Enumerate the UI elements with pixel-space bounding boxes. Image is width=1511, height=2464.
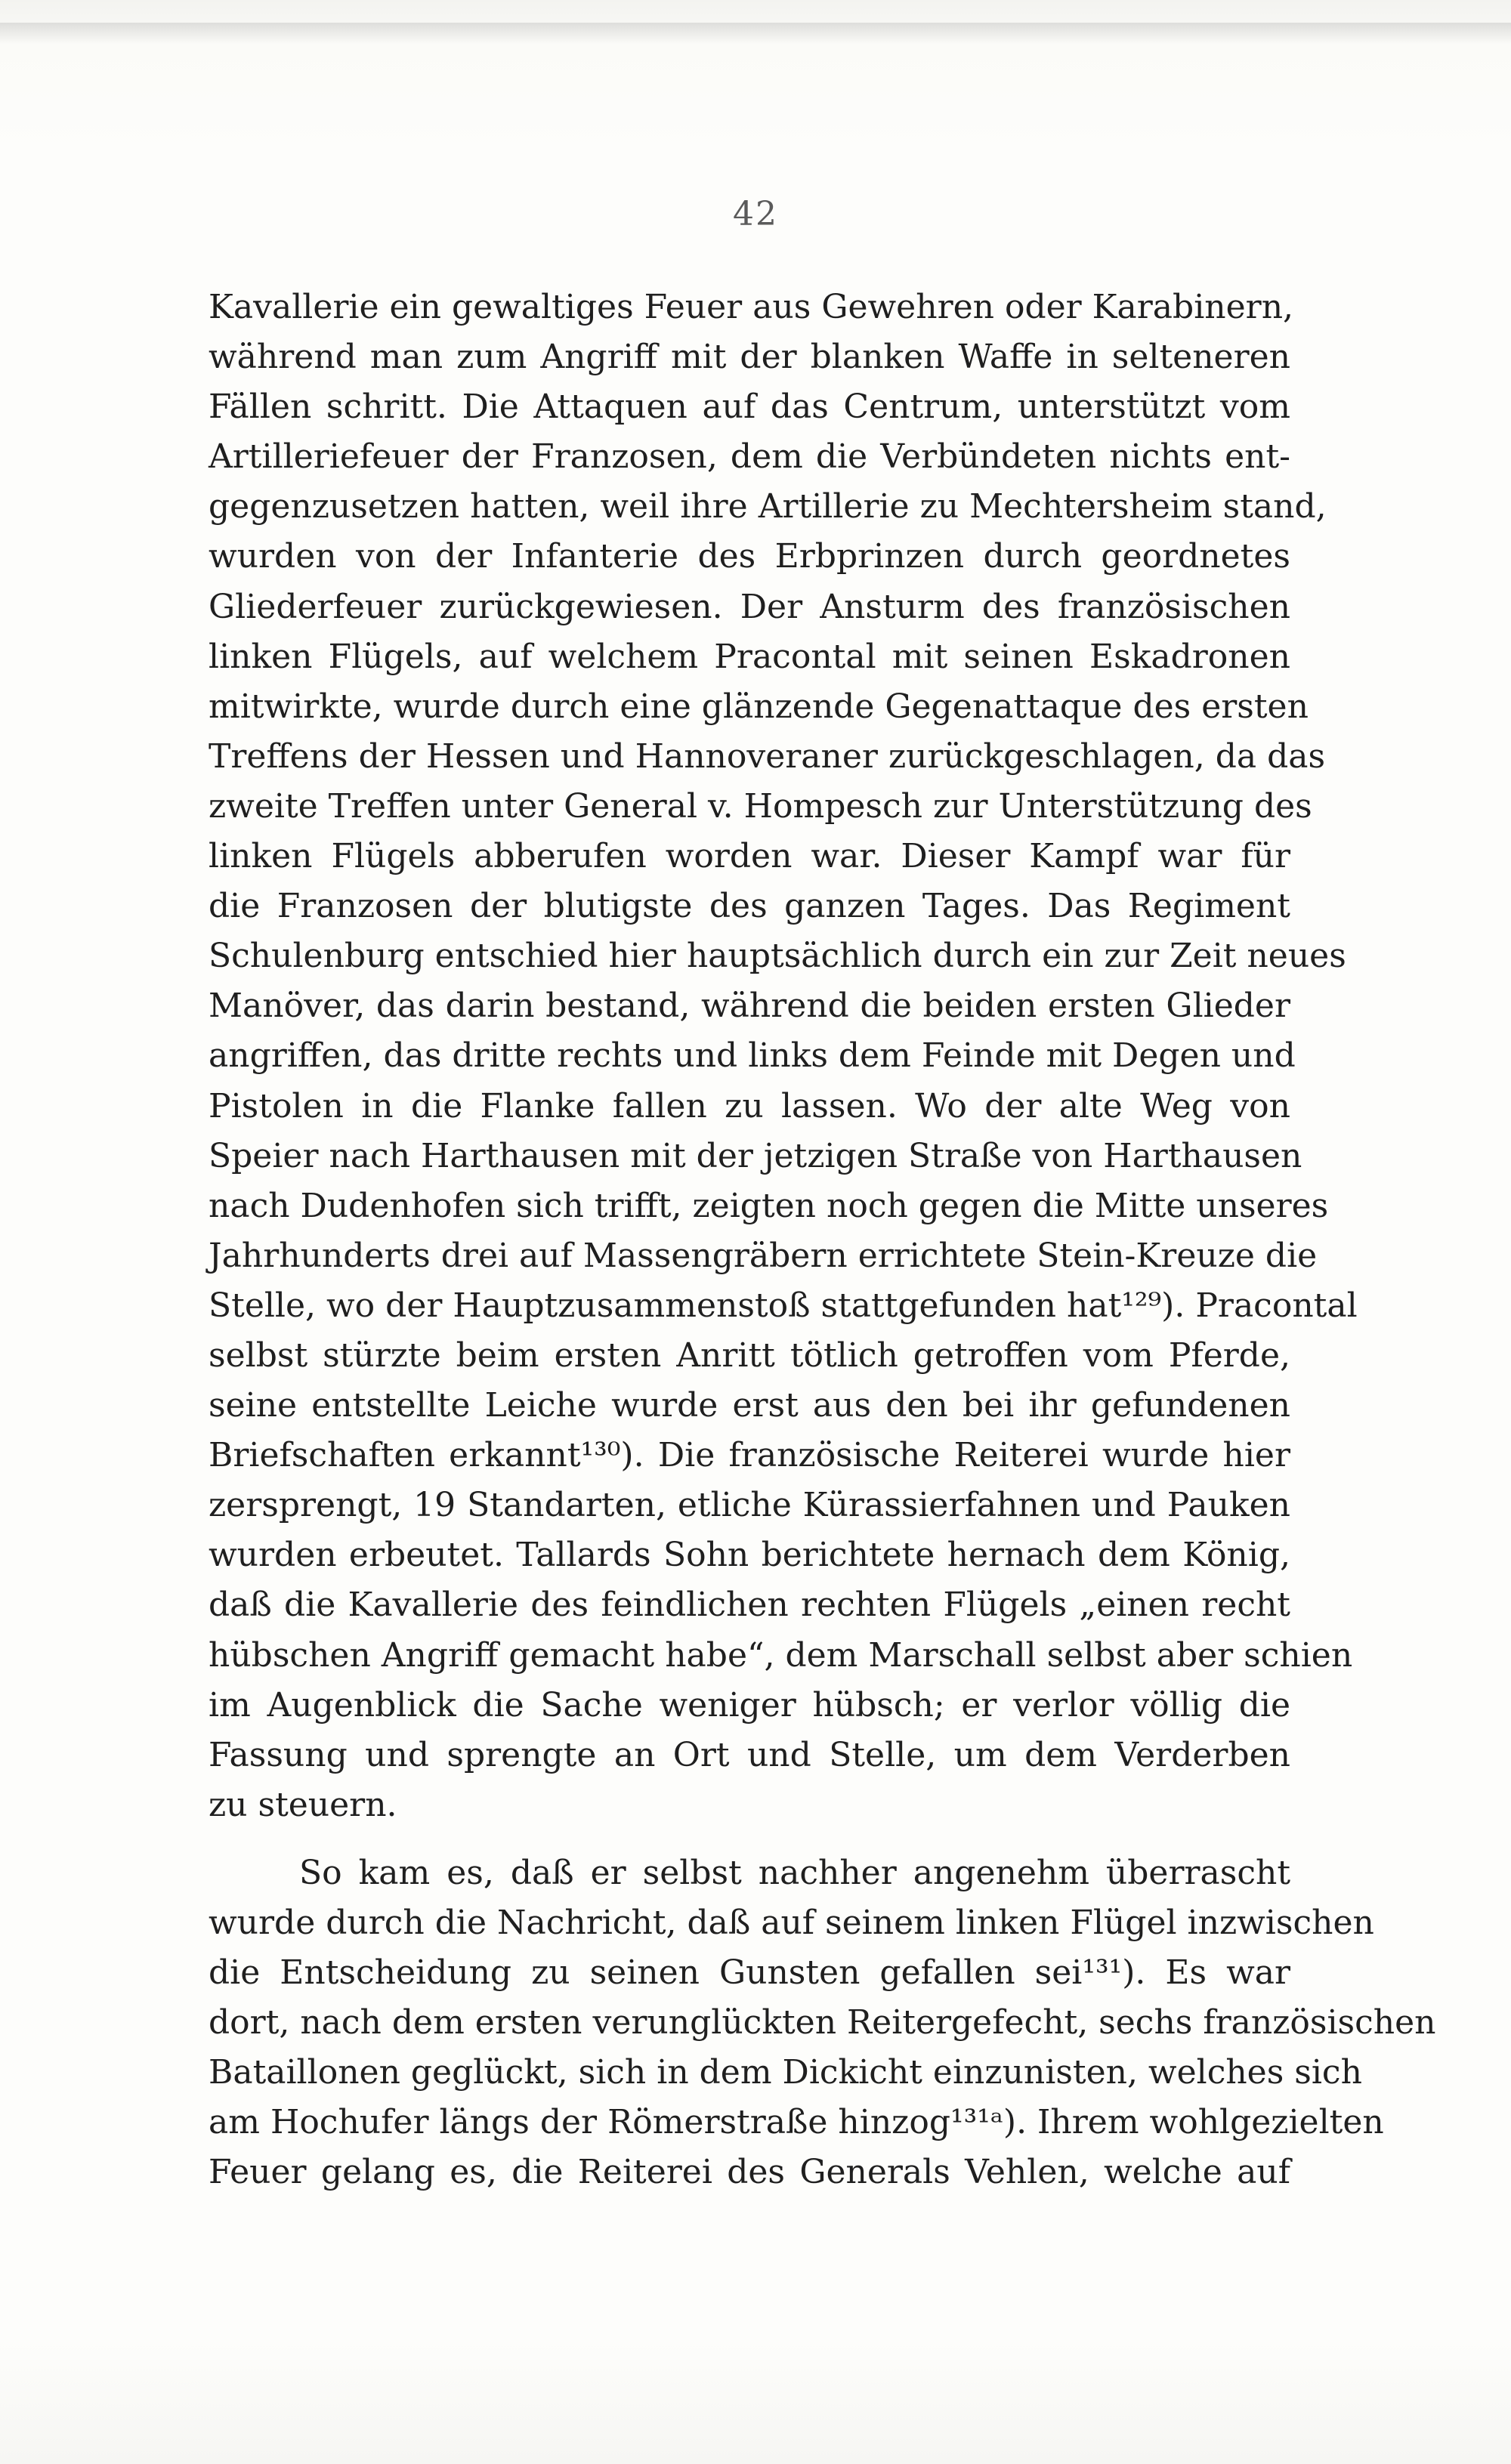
text-line: Stelle, wo der Hauptzusammenstoß stattgefunden hat¹²⁹). Pracontal: [209, 1286, 1358, 1325]
paragraph-1: [209, 283, 1358, 1830]
text-line: während man zum Angriff mit der blanken Waffe in selteneren: [209, 338, 1290, 377]
text-line: im Augenblick die Sache weniger hübsch; er verlor völlig die: [209, 1685, 1290, 1724]
text-line: linken Flügels abberufen worden war. Dieser Kampf war für: [209, 837, 1290, 876]
text-line: wurden erbeutet. Tallards Sohn berichtete hernach dem König,: [209, 1536, 1290, 1575]
text-line: gegenzusetzen hatten, weil ihre Artillerie zu Mechtersheim stand,: [209, 487, 1327, 526]
text-line: Kavallerie ein gewaltiges Feuer aus Gewehren oder Karabinern,: [209, 288, 1294, 326]
text-line: zu steuern.: [209, 1785, 397, 1824]
text-line: zweite Treffen unter General v. Hompesch zur Unterstützung des: [209, 786, 1312, 826]
text-line: wurden von der Infanterie des Erbprinzen durch geordnetes: [209, 537, 1290, 576]
text-line: mitwirkte, wurde durch eine glänzende Gegenattaque des ersten: [209, 687, 1309, 726]
text-line: Bataillonen geglückt, sich in dem Dickicht einzunisten, welches sich: [209, 2053, 1362, 2092]
text-line: Pistolen in die Flanke fallen zu lassen. Wo der alte Weg von: [209, 1086, 1290, 1125]
text-line: nach Dudenhofen sich trifft, zeigten noch gegen die Mitte unseres: [209, 1186, 1329, 1225]
text-line: Fassung und sprengte an Ort und Stelle, um dem Verderben: [209, 1735, 1290, 1774]
text-line: linken Flügels, auf welchem Pracontal mit seinen Eskadronen: [209, 637, 1290, 676]
text-line: zersprengt, 19 Standarten, etliche Kürassierfahnen und Pauken: [209, 1486, 1290, 1525]
page-number: 42: [733, 195, 778, 233]
paragraph-2: [209, 1848, 1436, 2198]
text-line: am Hochufer längs der Römerstraße hinzog¹³¹ᵃ). Ihrem wohlgezielten: [209, 2103, 1384, 2142]
text-line: hübschen Angriff gemacht habe“, dem Marschall selbst aber schien: [209, 1635, 1353, 1675]
text-line: Schulenburg entschied hier hauptsächlich durch ein zur Zeit neues: [209, 937, 1346, 976]
text-line: wurde durch die Nachricht, daß auf seinem linken Flügel inzwischen: [209, 1904, 1374, 1942]
text-line: die Entscheidung zu seinen Gunsten gefallen sei¹³¹). Es war: [209, 1953, 1290, 1993]
text-line: Speier nach Harthausen mit der jetzigen Straße von Harthausen: [209, 1136, 1302, 1175]
paragraph-gap: [209, 1830, 1290, 1848]
text-line: Jahrhunderts drei auf Massengräbern errichtete Stein-Kreuze die: [209, 1236, 1318, 1275]
text-line: Artilleriefeuer der Franzosen, dem die Verbündeten nichts ent-: [209, 437, 1290, 477]
text-line: So kam es, daß er selbst nachher angenehm überrascht: [299, 1853, 1290, 1892]
text-line: die Franzosen der blutigste des ganzen Tages. Das Regiment: [209, 887, 1290, 926]
text-line: Briefschaften erkannt¹³⁰). Die französische Reiterei wurde hier: [209, 1436, 1290, 1475]
text-line: seine entstellte Leiche wurde erst aus den bei ihr gefundenen: [209, 1386, 1290, 1425]
text-line: Gliederfeuer zurückgewiesen. Der Ansturm des französischen: [209, 587, 1290, 626]
body-text: [209, 283, 1436, 2198]
text-line: Manöver, das darin bestand, während die beiden ersten Glieder: [209, 987, 1290, 1026]
text-line: selbst stürzte beim ersten Anritt tötlich getroffen vom Pferde,: [209, 1335, 1290, 1375]
text-line: Feuer gelang es, die Reiterei des Generals Vehlen, welche auf: [209, 2153, 1290, 2192]
text-line: angriffen, das dritte rechts und links dem Feinde mit Degen und: [209, 1036, 1296, 1076]
text-line: Fällen schritt. Die Attaquen auf das Centrum, unterstützt vom: [209, 388, 1290, 427]
text-line: Treffens der Hessen und Hannoveraner zurückgeschlagen, da das: [209, 736, 1326, 776]
scan-shadow: [0, 23, 1511, 44]
text-line: dort, nach dem ersten verunglückten Reitergefecht, sechs französischen: [209, 2003, 1436, 2043]
text-line: daß die Kavallerie des feindlichen rechten Flügels „einen recht: [209, 1586, 1290, 1625]
